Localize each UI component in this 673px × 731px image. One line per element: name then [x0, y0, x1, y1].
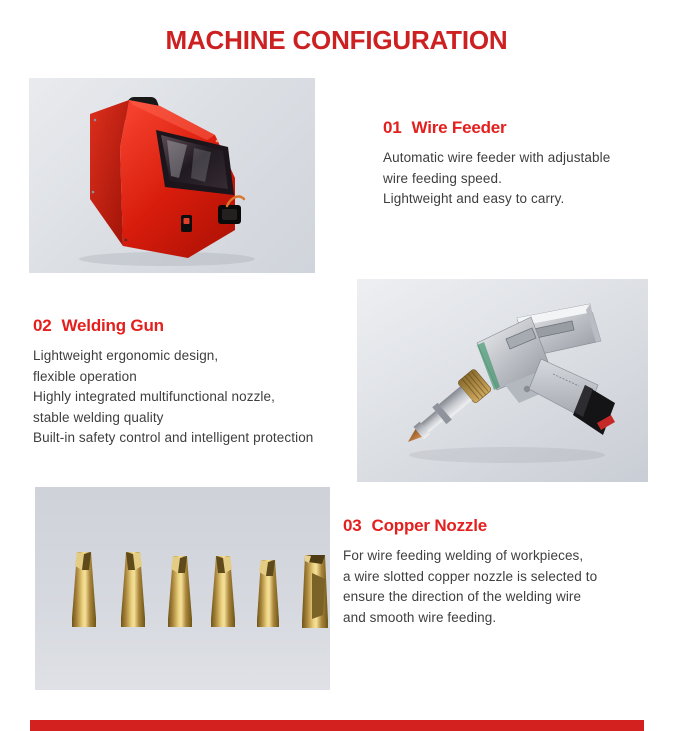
welding-gun-image	[357, 279, 648, 482]
wire-feeder-image	[29, 78, 315, 273]
page-title: MACHINE CONFIGURATION	[165, 25, 508, 55]
body-line: Lightweight and easy to carry.	[383, 191, 565, 206]
body-line: a wire slotted copper nozzle is selected to	[343, 568, 598, 584]
body-line: wire feeding speed.	[383, 170, 502, 186]
section-welding-gun	[33, 316, 358, 449]
section-number: 02	[33, 316, 52, 335]
copper-nozzle-illustration	[35, 487, 330, 690]
body-line: Built-in safety control and intelligent protection	[33, 430, 314, 445]
body-line: Automatic wire feeder with adjustable	[383, 150, 611, 165]
wire-feeder-illustration	[29, 78, 315, 273]
section-number: 03	[343, 516, 362, 535]
section-heading-copper-nozzle	[343, 516, 658, 536]
footer-accent-bar	[30, 720, 644, 731]
body-line: For wire feeding welding of workpieces,	[343, 548, 584, 563]
section-heading-welding-gun	[33, 316, 358, 336]
section-copper-nozzle	[343, 516, 658, 628]
copper-nozzle-image	[35, 487, 330, 690]
section-wire-feeder	[383, 118, 653, 210]
section-name: Wire Feeder	[411, 118, 507, 137]
section-name: Copper Nozzle	[371, 516, 487, 535]
body-line: Lightweight ergonomic design,	[33, 348, 219, 363]
body-line: and smooth wire feeding.	[343, 609, 497, 625]
body-line: flexible operation	[33, 368, 137, 384]
section-name: Welding Gun	[61, 316, 164, 335]
section-number: 01	[383, 118, 402, 137]
section-heading-wire-feeder	[383, 118, 653, 138]
body-line: stable welding quality	[33, 409, 164, 425]
welding-gun-illustration	[357, 279, 648, 482]
body-line: ensure the direction of the welding wire	[343, 589, 582, 604]
body-line: Highly integrated multifunctional nozzle,	[33, 389, 275, 404]
